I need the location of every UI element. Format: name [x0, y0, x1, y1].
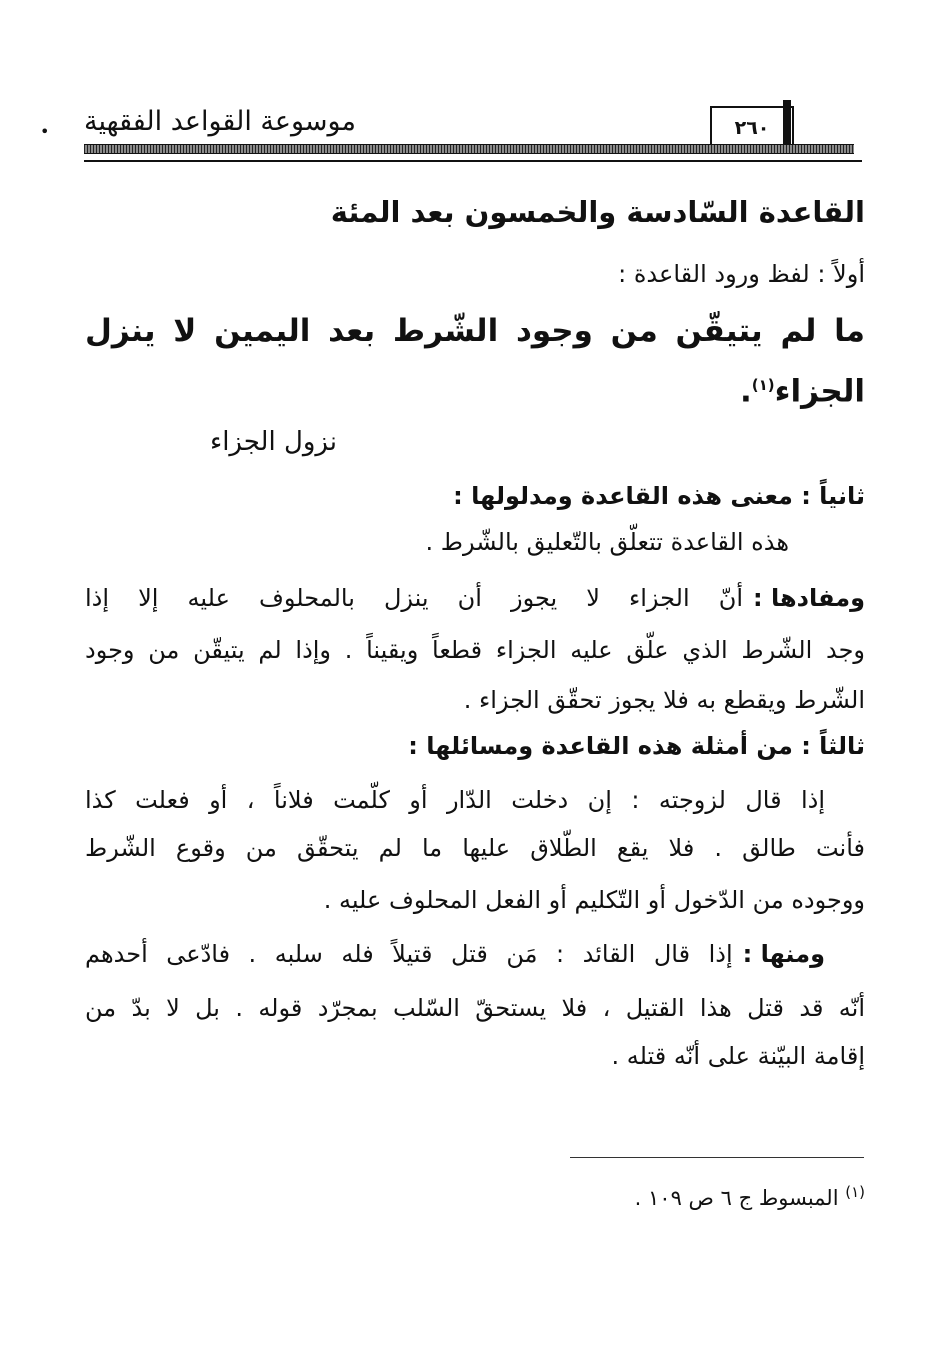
section3-p2-lead: ومنها :	[742, 940, 825, 968]
section3-p1-line3: ووجوده من الدّخول أو التّكليم أو الفعل المحلوف عليه .	[323, 886, 865, 914]
section3-p2-line1: إذا قال القائد : مَن قتل قتيلاً فله سلبه . فادّعى أحدهم	[85, 940, 733, 968]
footnote-reference[interactable]: (١)	[751, 376, 775, 394]
header-bullet: •	[40, 122, 50, 141]
running-title: موسوعة القواعد الفقهية	[84, 106, 356, 137]
footnote	[85, 1172, 865, 1216]
rule-text-line1: ما لم يتيقّن من وجود الشّرط بعد اليمين لا ينزل	[85, 313, 865, 349]
section1-label: أولاً : لفظ ورود القاعدة :	[618, 260, 865, 288]
short-title: نزول الجزاء	[209, 427, 337, 457]
section3-p2-line3: إقامة البيّنة على أنّه قتله .	[611, 1042, 865, 1070]
page-number: ٢٦٠	[710, 106, 794, 146]
section3-p2-line2: أنّه قد قتل هذا القتيل ، فلا يستحقّ السّلب بمجرّد قوله . بل لا بدّ من	[85, 994, 865, 1022]
footnote-marker: (١)	[845, 1183, 865, 1201]
section2-line1: هذه القاعدة تتعلّق بالتّعليق بالشّرط .	[425, 528, 789, 556]
header-rule-line	[84, 160, 862, 162]
rule-text-word: الجزاء	[774, 373, 865, 410]
section3-label: ثالثاً : من أمثلة هذه القاعدة ومسائلها :	[408, 732, 865, 760]
footnote-text: المبسوط ج ٦ ص ١٠٩ .	[634, 1186, 839, 1210]
section2-lead: ومفادها :	[753, 584, 865, 612]
header-rule-band	[84, 144, 854, 154]
rule-text-end: .	[739, 373, 752, 410]
section2-paragraph-start	[85, 578, 865, 622]
section3-paragraph2-start	[85, 934, 865, 978]
section2-label: ثانياً : معنى هذه القاعدة ومدلولها :	[453, 482, 865, 510]
section2-line3: وجد الشّرط الذي علّق عليه الجزاء قطعاً ويقيناً . وإذا لم يتيقّن من وجود	[85, 636, 865, 664]
section3-p1-line2: فأنت طالق . فلا يقع الطّلاق عليها ما لم يتحقّق من وقوع الشّرط	[85, 834, 865, 862]
section3-p1-line1: إذا قال لزوجته : إن دخلت الدّار أو كلّمت فلاناً ، أو فعلت كذا	[85, 786, 825, 814]
rule-text-line2	[85, 360, 865, 416]
footnote-separator	[570, 1157, 864, 1158]
rule-title: القاعدة السّادسة والخمسون بعد المئة	[330, 195, 865, 229]
section2-line4: الشّرط ويقطع به فلا يجوز تحقّق الجزاء .	[463, 686, 865, 714]
section2-line2: أنّ الجزاء لا يجوز أن ينزل بالمحلوف عليه إلا إذا	[85, 584, 744, 612]
